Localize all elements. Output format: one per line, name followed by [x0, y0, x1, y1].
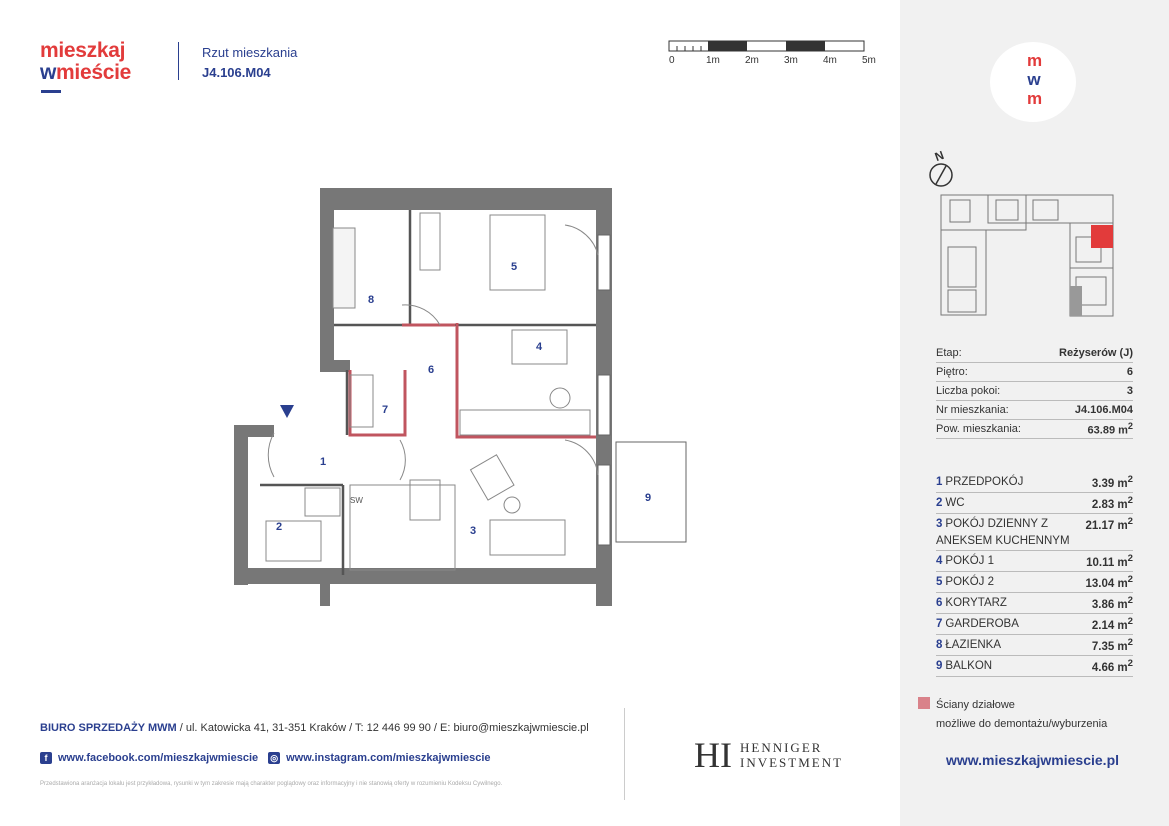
apartment-info — [936, 344, 1133, 439]
room-name: ŁAZIENKA — [945, 639, 1002, 651]
room-name: WC — [945, 497, 965, 509]
scale-label-2: 2m — [745, 55, 759, 66]
facebook-link[interactable]: www.facebook.com/mieszkajwmiescie — [58, 752, 259, 764]
room-num: 4 — [936, 555, 943, 567]
scale-label-4: 4m — [823, 55, 837, 66]
legend-line1: Ściany działowe — [936, 699, 1015, 711]
room-num: 8 — [936, 639, 943, 651]
info-value — [1088, 421, 1133, 437]
footer-divider — [624, 708, 625, 800]
info-label: Liczba pokoi: — [936, 385, 1001, 397]
plan-room-3: 3 — [470, 525, 477, 537]
mwm-letter-3: m — [1027, 89, 1043, 108]
scale-label-0: 0 — [669, 55, 675, 66]
investor-logo — [694, 735, 844, 775]
plan-title: Rzut mieszkania — [202, 45, 298, 60]
info-row-floor — [936, 363, 1133, 382]
area-unit-sup: 2 — [1127, 516, 1133, 527]
list-item — [936, 514, 1133, 551]
brand-line2-text: mieście — [56, 61, 132, 84]
scale-bar — [668, 40, 868, 56]
plan-room-9: 9 — [645, 492, 652, 504]
facebook-icon: f — [40, 752, 52, 764]
room-name: KORYTARZ — [945, 597, 1007, 609]
room-area: 21.17 m — [1085, 519, 1128, 532]
room-list — [936, 472, 1133, 677]
instagram-link[interactable]: www.instagram.com/mieszkajwmiescie — [286, 752, 491, 764]
plan-room-2: 2 — [276, 521, 283, 533]
info-area-value: 63.89 m — [1087, 424, 1128, 437]
area-unit-sup: 2 — [1127, 616, 1133, 627]
instagram-icon: ◎ — [268, 752, 280, 764]
room-area: 10.11 m — [1086, 556, 1128, 569]
room-name: PRZEDPOKÓJ — [945, 476, 1024, 488]
brand-line1: mieszkaj — [40, 39, 126, 62]
compass-label: N — [932, 147, 946, 165]
area-unit-sup: 2 — [1127, 637, 1133, 648]
info-label: Nr mieszkania: — [936, 404, 1009, 416]
info-row-number — [936, 401, 1133, 420]
area-unit-sup: 2 — [1127, 595, 1133, 606]
list-item — [936, 593, 1133, 614]
room-area: 13.04 m — [1085, 577, 1128, 590]
room-name: POKÓJ 2 — [945, 576, 994, 588]
info-row-stage — [936, 344, 1133, 363]
outer-walls — [234, 188, 612, 606]
room-area: 3.86 m — [1091, 598, 1128, 611]
room-area: 7.35 m — [1091, 640, 1128, 653]
list-item — [936, 493, 1133, 514]
plan-id: J4.106.M04 — [202, 65, 271, 80]
entrance-arrow-icon — [280, 405, 294, 418]
list-item — [936, 472, 1133, 493]
list-item — [936, 551, 1133, 572]
brand-logo — [40, 40, 150, 84]
plan-room-5: 5 — [511, 261, 518, 273]
list-item — [936, 635, 1133, 656]
area-unit-sup: 2 — [1127, 574, 1133, 585]
room-name: POKÓJ DZIENNY Z ANEKSEM KUCHENNYM — [936, 518, 1070, 547]
list-item — [936, 614, 1133, 635]
room-num: 5 — [936, 576, 943, 588]
plan-room-4: 4 — [536, 341, 543, 353]
scale-label-3: 3m — [784, 55, 798, 66]
area-unit-sup: 2 — [1127, 553, 1133, 564]
investor-line2: INVESTMENT — [740, 755, 844, 770]
area-unit-sup: 2 — [1127, 421, 1133, 432]
website-link[interactable]: www.mieszkajwmiescie.pl — [946, 752, 1120, 768]
room-name: POKÓJ 1 — [945, 555, 994, 567]
office-details: / ul. Katowicka 41, 31-351 Kraków / T: 12 446 99 90 / E: biuro@mieszkajwmiescie.pl — [176, 722, 589, 734]
area-unit-sup: 2 — [1127, 495, 1133, 506]
plan-room-8: 8 — [368, 294, 375, 306]
removable-walls — [350, 323, 596, 437]
brand-w: w — [40, 61, 57, 84]
mwm-letter-1: m — [1027, 51, 1043, 70]
room-num: 7 — [936, 618, 943, 630]
floor-plan — [230, 185, 690, 610]
area-unit-sup: 2 — [1127, 658, 1133, 669]
info-row-area — [936, 420, 1133, 439]
room-area: 2.14 m — [1091, 619, 1128, 632]
mwm-logo — [990, 42, 1076, 122]
room-area: 2.83 m — [1091, 498, 1128, 511]
disclaimer: Przedstawiona aranżacja lokalu jest przykładowa, rysunki w tym zakresie mają charakter poglądowy oraz informacyjny i nie stanowią oferty w rozumieniu Kodeksu Cywilnego. — [40, 781, 503, 787]
legend-line2: możliwe do demontażu/wyburzenia — [936, 718, 1108, 730]
info-value: J4.106.M04 — [1074, 404, 1133, 416]
brand-underline — [41, 90, 61, 93]
area-unit-sup: 2 — [1127, 474, 1133, 485]
plan-room-6: 6 — [428, 364, 435, 376]
plan-room-1: 1 — [320, 456, 327, 468]
brand-line2 — [40, 62, 150, 84]
scale-label-5: 5m — [862, 55, 876, 66]
room-num: 6 — [936, 597, 943, 609]
room-name: GARDEROBA — [945, 618, 1019, 630]
keyplan — [938, 192, 1118, 320]
plan-sw-label: SW — [350, 496, 363, 505]
office-name: BIURO SPRZEDAŻY MWM — [40, 722, 177, 734]
investor-line1: HENNIGER — [740, 740, 823, 755]
info-value: 3 — [1126, 385, 1133, 397]
investor-mark: HI — [694, 735, 732, 775]
legend-swatch — [918, 697, 930, 709]
header-divider — [178, 42, 179, 80]
compass-icon — [928, 162, 954, 188]
room-num: 9 — [936, 660, 943, 672]
info-row-rooms — [936, 382, 1133, 401]
info-value: 6 — [1126, 366, 1133, 378]
legend-text — [936, 696, 1107, 734]
scale-label-1: 1m — [706, 55, 720, 66]
sales-office — [40, 722, 589, 734]
list-item — [936, 656, 1133, 677]
plan-room-7: 7 — [382, 404, 389, 416]
room-name: BALKON — [945, 660, 993, 672]
info-label: Piętro: — [936, 366, 968, 378]
room-num: 3 — [936, 518, 943, 530]
room-num: 2 — [936, 497, 943, 509]
mwm-letter-2: w — [1027, 70, 1041, 89]
info-label: Pow. mieszkania: — [936, 423, 1021, 435]
list-item — [936, 572, 1133, 593]
room-num: 1 — [936, 476, 943, 488]
info-label: Etap: — [936, 347, 962, 359]
room-area: 4.66 m — [1091, 661, 1128, 674]
info-value: Reżyserów (J) — [1059, 347, 1133, 359]
social-links — [40, 752, 491, 764]
room-area: 3.39 m — [1091, 477, 1128, 490]
